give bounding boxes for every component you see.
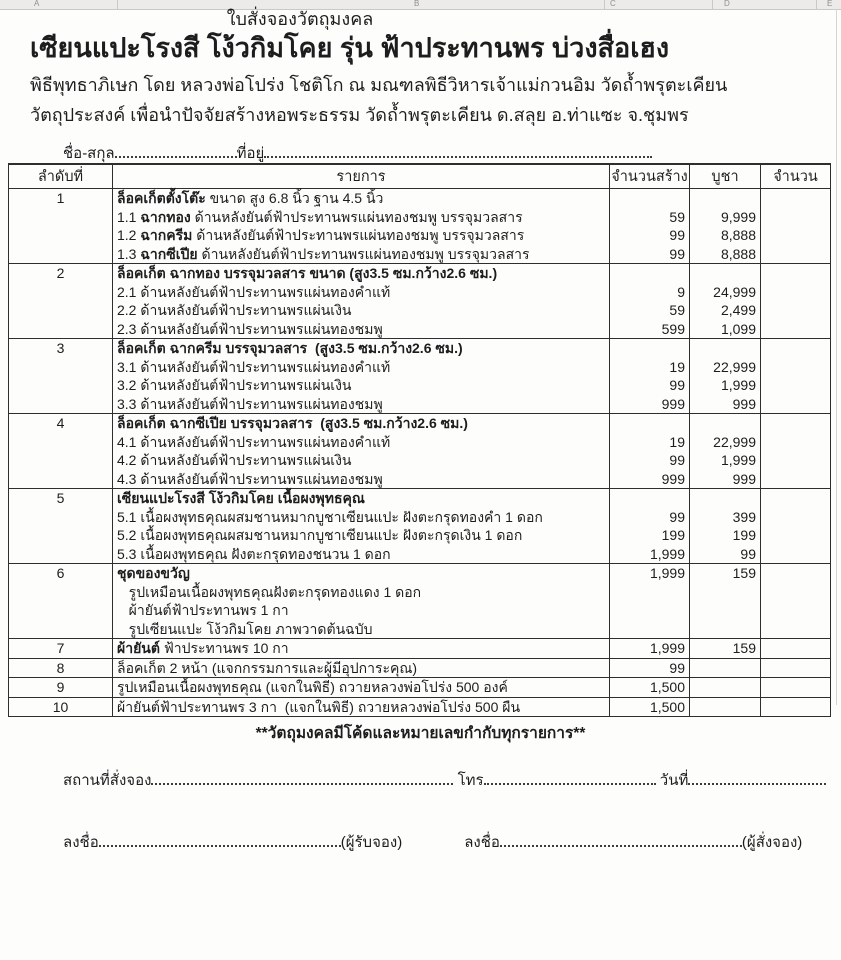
table-row [9, 470, 831, 489]
item-text-bold: ล็อคเก็ต ฉากทอง บรรจุมวลสาร ขนาด (สูง3.5 ซม.กว้าง2.6 ซม.) [117, 265, 498, 281]
table-row [9, 283, 831, 302]
made-count-cell [610, 583, 690, 602]
footer-note: **วัตถุมงคลมีโค้ดและหมายเลขกำกับทุกรายการ** [255, 725, 586, 742]
header-made: จำนวนสร้าง [610, 164, 690, 189]
item-no-cell [9, 526, 113, 545]
column-letter-e: E [827, 0, 833, 8]
table-row [9, 208, 831, 227]
column-divider [816, 0, 817, 9]
item-no-cell [9, 433, 113, 452]
spreadsheet-gridline [836, 9, 837, 705]
table-row [9, 697, 831, 717]
price-cell [690, 264, 761, 283]
table-row [9, 545, 831, 564]
item-no-cell [9, 301, 113, 320]
item-text-cell: 1.2 ฉากครีม ด้านหลังยันต์ฟ้าประทานพรแผ่นทองชมพู บรรจุมวลสาร [113, 226, 610, 245]
price-cell [690, 601, 761, 620]
made-count-cell: 1,999 [610, 564, 690, 583]
qty-cell [761, 489, 831, 508]
column-divider [712, 0, 713, 9]
qty-cell [761, 658, 831, 678]
table-row [9, 451, 831, 470]
price-cell: 159 [690, 639, 761, 659]
made-count-cell: 19 [610, 358, 690, 377]
price-cell: 159 [690, 564, 761, 583]
qty-cell [761, 678, 831, 698]
name-address-line [63, 141, 703, 165]
made-count-cell: 99 [610, 376, 690, 395]
item-text-bold: ฉากซีเปีย [140, 245, 198, 262]
table-row [9, 358, 831, 377]
item-no-cell: 6 [9, 564, 113, 583]
made-count-cell: 59 [610, 208, 690, 227]
item-text-cell: ผ้ายันต์ฟ้าประทานพร 1 กา [113, 601, 610, 620]
header-price: บูชา [690, 164, 761, 189]
item-no-cell [9, 545, 113, 564]
item-text-cell: 5.3 เนื้อผงพุทธคุณ ฝังตะกรุดทองชนวน 1 ดอก [113, 545, 610, 564]
item-text-cell: 5.2 เนื้อผงพุทธคุณผสมชานหมากบูชาเซียนแปะ ฝังตะกรุดเงิน 1 ดอก [113, 526, 610, 545]
address-label: ที่อยู่ [236, 145, 265, 162]
item-text-cell: รูปเซียนแปะ โง้วกิมโคย ภาพวาดต้นฉบับ [113, 620, 610, 639]
made-count-cell: 99 [610, 451, 690, 470]
item-no-cell [9, 283, 113, 302]
price-cell: 99 [690, 545, 761, 564]
item-no-cell: 5 [9, 489, 113, 508]
price-cell: 24,999 [690, 283, 761, 302]
header-qty: จำนวน [761, 164, 831, 189]
qty-cell [761, 301, 831, 320]
orderer-label: (ผู้สั่งจอง) [741, 834, 803, 851]
table-row [9, 564, 831, 583]
item-no-cell: 4 [9, 414, 113, 433]
item-text-cell: 4.2 ด้านหลังยันต์ฟ้าประทานพรแผ่นเงิน [113, 451, 610, 470]
table-row [9, 583, 831, 602]
header-no: ลำดับที่ [9, 164, 113, 189]
column-letter-a: A [34, 0, 40, 8]
table-row [9, 620, 831, 639]
made-count-cell [610, 264, 690, 283]
order-place-label: สถานที่สั่งจอง [63, 772, 152, 789]
item-text-bold: ผ้ายันต์ [117, 640, 160, 656]
item-text-cell [113, 489, 610, 508]
main-title: เซียนแปะโรงสี โง้วกิมโคย รุ่น ฟ้าประทานพร บ่วงสื่อเฮง [30, 33, 670, 63]
qty-cell [761, 545, 831, 564]
table-row [9, 395, 831, 414]
item-text-cell [113, 414, 610, 433]
item-no-cell: 10 [9, 697, 113, 717]
date-blank-field [688, 769, 826, 785]
item-text-cell: ล็อคเก็ต 2 หน้า (แจกกรรมการและผู้มีอุปการะคุณ) [113, 658, 610, 678]
qty-cell [761, 451, 831, 470]
table-row [9, 320, 831, 339]
item-no-cell [9, 320, 113, 339]
table-row [9, 189, 831, 208]
item-text-cell [113, 264, 610, 283]
qty-cell [761, 414, 831, 433]
qty-cell [761, 320, 831, 339]
phone-label: โทร [457, 772, 484, 789]
made-count-cell [610, 620, 690, 639]
order-table-body [9, 189, 831, 717]
qty-cell [761, 697, 831, 717]
item-text-cell: 5.1 เนื้อผงพุทธคุณผสมชานหมากบูชาเซียนแปะ ฝังตะกรุดทองคำ 1 ดอก [113, 508, 610, 527]
price-cell: 22,999 [690, 433, 761, 452]
header-item: รายการ [113, 164, 610, 189]
made-count-cell: 999 [610, 470, 690, 489]
item-text-cell: ผ้ายันต์ฟ้าประทานพร 3 กา (แจกในพิธี) ถวายหลวงพ่อโปร่ง 500 ผืน [113, 697, 610, 717]
order-place-blank-field [151, 769, 453, 785]
item-text-cell: 1.3 ฉากซีเปีย ด้านหลังยันต์ฟ้าประทานพรแผ่นทองชมพู บรรจุมวลสาร [113, 245, 610, 264]
item-text-cell: 2.2 ด้านหลังยันต์ฟ้าประทานพรแผ่นเงิน [113, 301, 610, 320]
item-no-cell: 7 [9, 639, 113, 659]
item-text-bold: ชุดของขวัญ [117, 565, 190, 581]
item-text-cell: รูปเหมือนเนื้อผงพุทธคุณฝังตะกรุดทองแดง 1 ดอก [113, 583, 610, 602]
qty-cell [761, 470, 831, 489]
price-cell: 1,999 [690, 451, 761, 470]
item-no-cell: 2 [9, 264, 113, 283]
made-count-cell [610, 414, 690, 433]
qty-cell [761, 508, 831, 527]
price-cell [690, 658, 761, 678]
qty-cell [761, 358, 831, 377]
qty-cell [761, 245, 831, 264]
item-text-cell: 3.3 ด้านหลังยันต์ฟ้าประทานพรแผ่นทองชมพู [113, 395, 610, 414]
made-count-cell: 199 [610, 526, 690, 545]
table-header-row [9, 164, 831, 189]
ceremony-line: พิธีพุทธาภิเษก โดย หลวงพ่อโปร่ง โชติโก ณ มณฑลพิธีวิหารเจ้าแม่กวนอิม วัดถ้ำพรุตะเคียน [30, 75, 728, 95]
price-cell: 1,099 [690, 320, 761, 339]
made-count-cell [610, 339, 690, 358]
address-blank-field [264, 142, 652, 158]
item-no-cell [9, 508, 113, 527]
made-count-cell: 99 [610, 245, 690, 264]
qty-cell [761, 601, 831, 620]
item-text-cell: 2.1 ด้านหลังยันต์ฟ้าประทานพรแผ่นทองคำแท้ [113, 283, 610, 302]
item-text-cell: ผ้ายันต์ ฟ้าประทานพร 10 กา [113, 639, 610, 659]
price-cell [690, 583, 761, 602]
qty-cell [761, 208, 831, 227]
item-text-cell: 2.3 ด้านหลังยันต์ฟ้าประทานพรแผ่นทองชมพู [113, 320, 610, 339]
name-label: ชื่อ-สกุล [63, 145, 115, 162]
item-text-cell: 4.1 ด้านหลังยันต์ฟ้าประทานพรแผ่นทองคำแท้ [113, 433, 610, 452]
sign-label-receiver: ลงชื่อ [63, 834, 99, 851]
table-row [9, 414, 831, 433]
qty-cell [761, 526, 831, 545]
price-cell: 9,999 [690, 208, 761, 227]
price-cell [690, 414, 761, 433]
item-no-cell [9, 208, 113, 227]
made-count-cell: 59 [610, 301, 690, 320]
qty-cell [761, 433, 831, 452]
item-no-cell [9, 601, 113, 620]
item-text-bold: ฉากครีม [140, 227, 193, 243]
price-cell: 199 [690, 526, 761, 545]
made-count-cell: 1,500 [610, 678, 690, 698]
price-cell: 1,999 [690, 376, 761, 395]
item-no-cell: 8 [9, 658, 113, 678]
item-text-bold: เซียนแปะโรงสี โง้วกิมโคย เนื้อผงพุทธคุณ [117, 490, 365, 506]
made-count-cell: 99 [610, 508, 690, 527]
price-cell [690, 620, 761, 639]
qty-cell [761, 264, 831, 283]
item-text-cell [113, 339, 610, 358]
column-letter-c: C [610, 0, 616, 8]
table-row [9, 339, 831, 358]
item-no-cell [9, 226, 113, 245]
item-text-bold: ล็อคเก็ตตั้งโต๊ะ [117, 190, 206, 206]
table-row [9, 489, 831, 508]
table-row [9, 526, 831, 545]
price-cell: 399 [690, 508, 761, 527]
made-count-cell [610, 601, 690, 620]
made-count-cell: 999 [610, 395, 690, 414]
table-row [9, 376, 831, 395]
item-text-cell: 4.3 ด้านหลังยันต์ฟ้าประทานพรแผ่นทองชมพู [113, 470, 610, 489]
item-text-cell [113, 564, 610, 583]
item-no-cell [9, 376, 113, 395]
table-row [9, 226, 831, 245]
table-row [9, 601, 831, 620]
table-row [9, 508, 831, 527]
made-count-cell: 99 [610, 658, 690, 678]
price-cell [690, 489, 761, 508]
price-cell: 8,888 [690, 245, 761, 264]
made-count-cell: 9 [610, 283, 690, 302]
qty-cell [761, 226, 831, 245]
price-cell: 999 [690, 470, 761, 489]
qty-cell [761, 564, 831, 583]
price-cell: 999 [690, 395, 761, 414]
receiver-label: (ผู้รับจอง) [340, 834, 403, 851]
item-text-cell: 3.1 ด้านหลังยันต์ฟ้าประทานพรแผ่นทองคำแท้ [113, 358, 610, 377]
made-count-cell: 99 [610, 226, 690, 245]
name-blank-field [115, 142, 237, 158]
made-count-cell: 1,500 [610, 697, 690, 717]
item-no-cell: 3 [9, 339, 113, 358]
qty-cell [761, 283, 831, 302]
item-text-cell: ล็อคเก็ตตั้งโต๊ะ ขนาด สูง 6.8 นิ้ว ฐาน 4.5 นิ้ว [113, 189, 610, 208]
price-cell: 22,999 [690, 358, 761, 377]
made-count-cell [610, 189, 690, 208]
item-no-cell [9, 583, 113, 602]
qty-cell [761, 639, 831, 659]
item-no-cell [9, 358, 113, 377]
column-letter-b: B [414, 0, 420, 8]
table-row [9, 264, 831, 283]
table-row [9, 301, 831, 320]
column-divider [604, 0, 605, 9]
table-row [9, 658, 831, 678]
item-text-cell: รูปเหมือนเนื้อผงพุทธคุณ (แจกในพิธี) ถวายหลวงพ่อโปร่ง 500 องค์ [113, 678, 610, 698]
date-label: วันที่ [659, 772, 689, 789]
qty-cell [761, 189, 831, 208]
orderer-signature-blank-field [500, 831, 742, 847]
qty-cell [761, 339, 831, 358]
receiver-signature-blank-field [99, 831, 341, 847]
item-text-bold: ล็อคเก็ต ฉากซีเปีย บรรจุมวลสาร (สูง3.5 ซม.กว้าง2.6 ซม.) [117, 415, 468, 431]
form-title: ใบสั่งจองวัตถุมงคล [226, 9, 374, 29]
item-text-bold: ล็อคเก็ต ฉากครีม บรรจุมวลสาร (สูง3.5 ซม.กว้าง2.6 ซม.) [117, 340, 463, 356]
item-no-cell [9, 451, 113, 470]
phone-blank-field [484, 769, 656, 785]
sign-label-orderer: ลงชื่อ [464, 834, 500, 851]
made-count-cell: 1,999 [610, 639, 690, 659]
qty-cell [761, 620, 831, 639]
price-cell [690, 697, 761, 717]
made-count-cell: 19 [610, 433, 690, 452]
order-table [8, 163, 831, 717]
signature-line [63, 830, 803, 854]
price-cell [690, 678, 761, 698]
price-cell [690, 339, 761, 358]
table-row [9, 245, 831, 264]
qty-cell [761, 583, 831, 602]
price-cell: 2,499 [690, 301, 761, 320]
made-count-cell: 599 [610, 320, 690, 339]
made-count-cell [610, 489, 690, 508]
item-no-cell: 9 [9, 678, 113, 698]
item-no-cell: 1 [9, 189, 113, 208]
table-row [9, 678, 831, 698]
qty-cell [761, 395, 831, 414]
table-row [9, 639, 831, 659]
made-count-cell: 1,999 [610, 545, 690, 564]
order-place-line [63, 768, 823, 792]
qty-cell [761, 376, 831, 395]
item-text-cell: 3.2 ด้านหลังยันต์ฟ้าประทานพรแผ่นเงิน [113, 376, 610, 395]
item-no-cell [9, 620, 113, 639]
item-text-cell: 1.1 ฉากทอง ด้านหลังยันต์ฟ้าประทานพรแผ่นทองชมพู บรรจุมวลสาร [113, 208, 610, 227]
column-letter-d: D [724, 0, 730, 8]
item-no-cell [9, 395, 113, 414]
price-cell [690, 189, 761, 208]
purpose-line: วัตถุประสงค์ เพื่อนำปัจจัยสร้างหอพระธรรม วัดถ้ำพรุตะเคียน ด.สลุย อ.ท่าแซะ จ.ชุมพร [30, 105, 689, 125]
item-no-cell [9, 245, 113, 264]
price-cell: 8,888 [690, 226, 761, 245]
table-row [9, 433, 831, 452]
item-no-cell [9, 470, 113, 489]
item-text-bold: ฉากทอง [140, 208, 191, 225]
